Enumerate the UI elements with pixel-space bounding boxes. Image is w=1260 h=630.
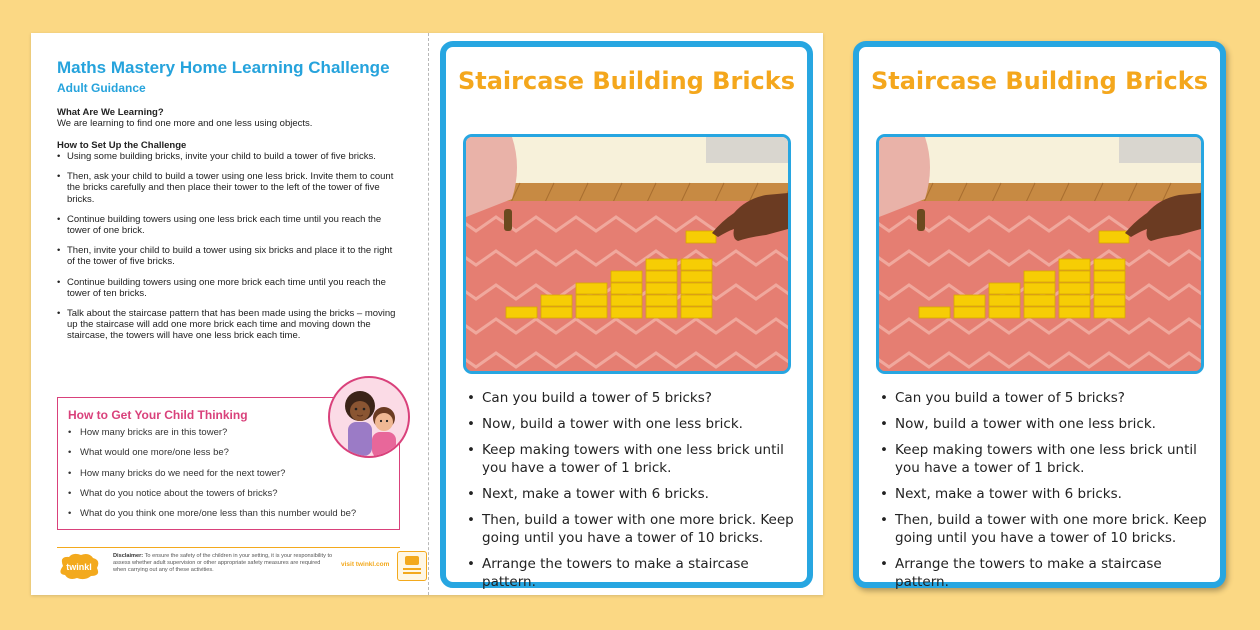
card-step: • Keep making towers with one less brick until you have a tower of 1 brick. [466, 441, 801, 477]
disclaimer-label: Disclaimer: [113, 553, 144, 559]
brick [681, 271, 712, 282]
brick [1094, 259, 1125, 270]
card-steps [879, 389, 1214, 599]
activity-card-copy [853, 41, 1226, 588]
brick [541, 307, 572, 318]
thinking-question: • How many bricks are in this tower? [68, 427, 389, 447]
twinkl-logo[interactable] [57, 552, 101, 580]
card-step: • Then, build a tower with one more brick. Keep going until you have a tower of 10 bricks. [879, 511, 1214, 547]
visit-link[interactable]: visit twinkl.com [341, 561, 390, 568]
thinking-question: • What do you notice about the towers of bricks? [68, 488, 389, 508]
brick [1024, 283, 1055, 294]
brick [646, 271, 677, 282]
guidance-subtitle: Adult Guidance [57, 81, 146, 95]
brick [646, 259, 677, 270]
brick [611, 307, 642, 318]
thinking-question: • What do you think one more/one less than this number would be? [68, 508, 389, 528]
learning-text: We are learning to find one more and one less using objects. [57, 118, 313, 129]
brick [1024, 307, 1055, 318]
brick [1059, 307, 1090, 318]
brick [1094, 295, 1125, 306]
brick [541, 295, 572, 306]
brick [989, 307, 1020, 318]
brick [1094, 271, 1125, 282]
fold-line [428, 33, 429, 595]
setup-heading: How to Set Up the Challenge [57, 140, 187, 151]
twinkl-logo-text: twinkl [66, 562, 92, 572]
thinking-question: • How many bricks do we need for the next tower? [68, 468, 389, 488]
setup-list [57, 151, 400, 342]
brick [576, 295, 607, 306]
card-title: Staircase Building Bricks [457, 67, 796, 95]
brick [1059, 259, 1090, 270]
window [1119, 137, 1201, 163]
brick [681, 295, 712, 306]
chair-leg [917, 209, 925, 231]
staircase-scene [466, 137, 788, 371]
card-step: • Can you build a tower of 5 bricks? [466, 389, 801, 407]
card-step: • Keep making towers with one less brick until you have a tower of 1 brick. [879, 441, 1214, 477]
brick [954, 295, 985, 306]
brick [646, 295, 677, 306]
brick [681, 259, 712, 270]
card-steps [466, 389, 801, 599]
brick [989, 295, 1020, 306]
card-step: • Next, make a tower with 6 bricks. [466, 485, 801, 503]
brick [954, 307, 985, 318]
brick [646, 283, 677, 294]
brick [1059, 271, 1090, 282]
card-step: • Now, build a tower with one less brick. [466, 415, 801, 433]
brick [1059, 283, 1090, 294]
card-step: • Now, build a tower with one less brick. [879, 415, 1214, 433]
brick [1094, 283, 1125, 294]
card-title: Staircase Building Bricks [870, 67, 1209, 95]
setup-item: • Then, ask your child to build a tower using one less brick. Invite them to count the bricks carefully and then place their tower to the left of the tower of five bricks. [57, 171, 400, 205]
brick [576, 307, 607, 318]
card-step: • Then, build a tower with one more brick. Keep going until you have a tower of 10 bricks. [466, 511, 801, 547]
brick [611, 283, 642, 294]
setup-item: • Then, invite your child to build a tower using six bricks and place it to the right of the tower of five bricks. [57, 245, 400, 267]
card-step: • Next, make a tower with 6 bricks. [879, 485, 1214, 503]
learning-heading: What Are We Learning? [57, 107, 164, 118]
card-step: • Can you build a tower of 5 bricks? [879, 389, 1214, 407]
brick [681, 307, 712, 318]
guidance-page [31, 33, 428, 595]
bricks-illustration [876, 134, 1204, 374]
brick [1094, 307, 1125, 318]
window [706, 137, 788, 163]
brick [611, 271, 642, 282]
disclaimer-text: To ensure the safety of the children in your setting, it is your responsibility to assess whether adult supervision or other appropriate safety measures are required when carrying out any of these activities. [113, 553, 333, 573]
setup-item: • Using some building bricks, invite your child to build a tower of five bricks. [57, 151, 400, 162]
setup-item: • Continue building towers using one less brick each time until you reach the tower of one brick. [57, 214, 400, 236]
thinking-heading: How to Get Your Child Thinking [68, 408, 248, 422]
staircase-scene [879, 137, 1201, 371]
card-step: • Arrange the towers to make a staircase pattern. [466, 555, 801, 591]
brick [919, 307, 950, 318]
brick [1024, 271, 1055, 282]
brick [506, 307, 537, 318]
brick [989, 283, 1020, 294]
bricks-illustration [463, 134, 791, 374]
brick [681, 283, 712, 294]
brick [646, 307, 677, 318]
guidance-title: Maths Mastery Home Learning Challenge [57, 58, 390, 77]
brick [1024, 295, 1055, 306]
guidance-footer [57, 547, 400, 583]
brick [611, 295, 642, 306]
setup-item: • Continue building towers using one more brick each time until you reach the tower of ten bricks. [57, 277, 400, 299]
disclaimer [113, 553, 333, 574]
chair-leg [504, 209, 512, 231]
brick [576, 283, 607, 294]
quality-badge-icon [397, 551, 427, 581]
held-brick [686, 231, 716, 243]
activity-card-front [440, 41, 813, 588]
thinking-question: • What would one more/one less be? [68, 447, 389, 467]
held-brick [1099, 231, 1129, 243]
card-step: • Arrange the towers to make a staircase pattern. [879, 555, 1214, 591]
brick [1059, 295, 1090, 306]
children-illustration [328, 376, 410, 458]
setup-item: • Talk about the staircase pattern that has been made using the bricks – moving up the staircase will add one more brick each time and moving down the staircase, the towers will have one less brick each time. [57, 308, 400, 342]
